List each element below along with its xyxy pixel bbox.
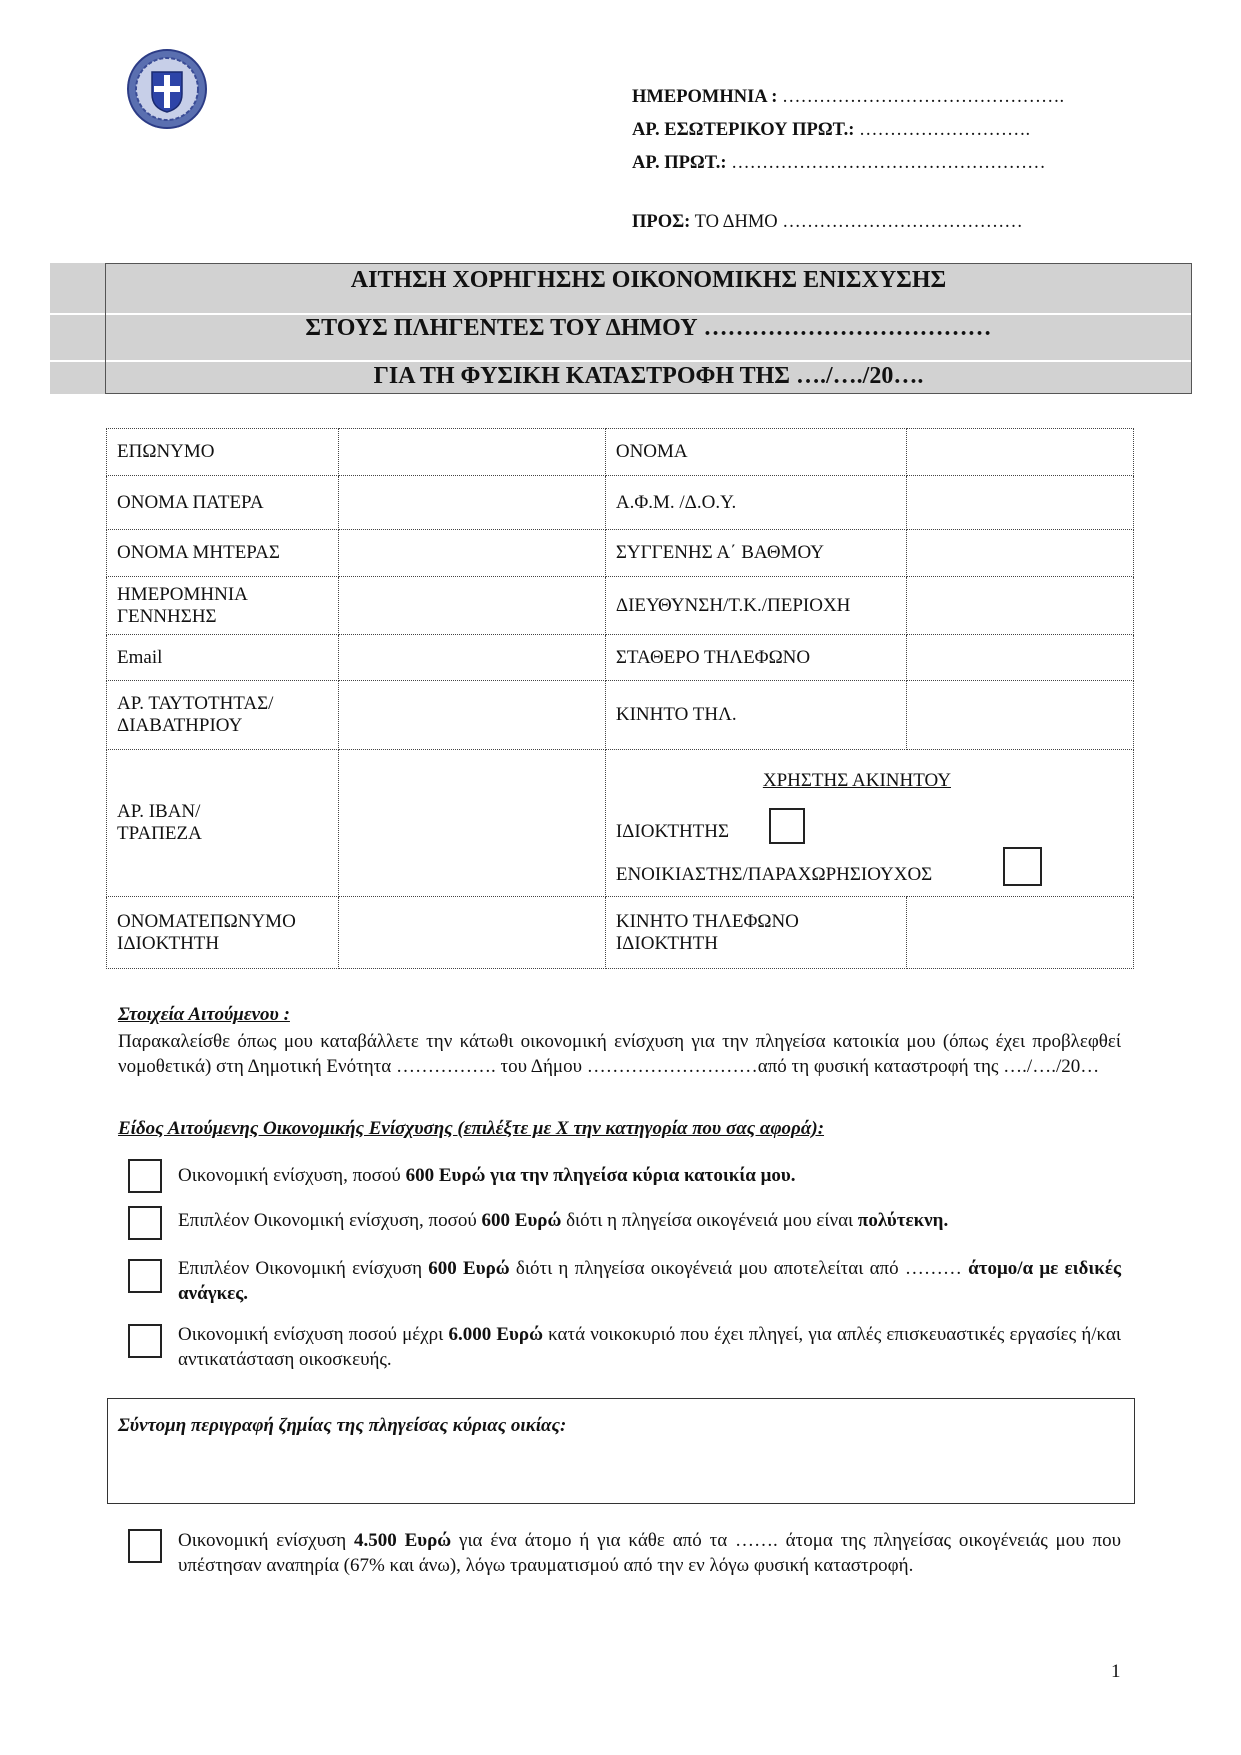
owner-mobile-field[interactable] [906,897,1133,969]
father-name-label: ΟΝΟΜΑ ΠΑΤΕΡΑ [107,476,339,530]
owner-mobile-label-line-1: ΚΙΝΗΤΟ ΤΗΛΕΦΩΝΟ [615,910,799,932]
mobile-label: ΚΙΝΗΤΟ ΤΗΛ. [605,681,906,750]
surname-field[interactable] [338,429,605,476]
date-value[interactable]: ………………………………………. [782,87,1065,107]
recipient-value[interactable]: ΤΟ ΔΗΜΟ ………………………………… [694,212,1023,232]
property-user-title: ΧΡΗΣΤΗΣ ΑΚΙΝΗΤΟΥ [762,769,951,791]
id-number-label [107,681,339,750]
id-number-field[interactable] [338,681,605,750]
table-row [107,530,1134,577]
owner-mobile-label [605,897,906,969]
mother-name-field[interactable] [338,530,605,577]
protocol-value[interactable]: …………………………………………… [731,153,1046,173]
table-row [107,577,1134,635]
title-line-2: ΣΤΟΥΣ ΠΛΗΓΕΝΤΕΣ ΤΟΥ ΔΗΜΟΥ ……………………………… [305,315,992,341]
support-type-title: Είδος Αιτούμενης Οικονομικής Ενίσχυσης (επιλέξτε με Χ την κατηγορία που σας αφορά): [118,1118,825,1139]
id-number-label-line-2: ΔΙΑΒΑΤΗΡΙΟΥ [117,715,243,736]
name-label: ΟΝΟΜΑ [605,429,906,476]
landline-label: ΣΤΑΘΕΡΟ ΤΗΛΕΦΩΝΟ [605,635,906,681]
internal-protocol-line [632,114,1064,147]
internal-protocol-label: ΑΡ. ΕΣΩΤΕΡΙΚΟΥ ΠΡΩΤ.: [632,120,855,140]
birth-date-field[interactable] [338,577,605,635]
recipient-line [632,212,1023,233]
owner-fullname-field[interactable] [338,897,605,969]
iban-field[interactable] [338,750,605,897]
address-label: ΔΙΕΥΘΥΝΣΗ/Τ.Κ./ΠΕΡΙΟΧΗ [605,577,906,635]
damage-description-title: Σύντομη περιγραφή ζημίας της πληγείσας κύριας οικίας: [118,1415,567,1436]
owner-checkbox[interactable] [769,808,805,844]
birth-date-label [107,577,339,635]
disability-option-text: Οικονομική ενίσχυση 4.500 Ευρώ για ένα άτομο ή για κάθε από τα ……. άτομα της πληγείσας οικογένειάς μου που υπέστησαν αναπηρία (67% και άνω), λόγω τραυματισμού από την εν λόγω φυσική καταστροφή. [178,1530,1121,1576]
recipient-label: ΠΡΟΣ: [632,212,691,232]
table-row [107,750,1134,897]
support-option-3-text: Επιπλέον Οικονομική ενίσχυση 600 Ευρώ διότι η πληγείσα οικογένειά μου αποτελείται από ……… άτομο/α με ειδικές ανάγκες. [178,1258,1121,1304]
surname-label: ΕΠΩΝΥΜΟ [107,429,339,476]
damage-description-box[interactable] [107,1398,1135,1504]
birth-date-label-line-2: ΓΕΝΝΗΣΗΣ [117,605,217,627]
iban-label-line-1: ΑΡ. IBAN/ [117,801,201,822]
email-label: Email [107,635,339,681]
mother-name-label: ΟΝΟΜΑ ΜΗΤΕΡΑΣ [107,530,339,577]
support-option-2-checkbox[interactable] [128,1206,162,1240]
header-info [632,81,1064,180]
applicant-section-title: Στοιχεία Αιτούμενου : [118,1004,290,1025]
name-field[interactable] [906,429,1133,476]
birth-date-label-line-1: ΗΜΕΡΟΜΗΝΙΑ [117,583,248,605]
internal-protocol-value[interactable]: ………………………. [859,120,1031,140]
relative-field[interactable] [906,530,1133,577]
support-option-4-text: Οικονομική ενίσχυση ποσού μέχρι 6.000 Ευρώ κατά νοικοκυριό που έχει πληγεί, για απλές επισκευαστικές εργασίες ή/και αντικατάσταση οικοσκευής. [178,1324,1122,1370]
page-number: 1 [1111,1661,1121,1682]
tenant-option-label: ΕΝΟΙΚΙΑΣΤΗΣ/ΠΑΡΑΧΩΡΗΣΙΟΥΧΟΣ [615,863,933,885]
table-row [107,476,1134,530]
greek-republic-seal-icon [126,48,208,130]
support-option-1-checkbox[interactable] [128,1159,162,1193]
owner-fullname-label [107,897,339,969]
title-line-3: ΓΙΑ ΤΗ ΦΥΣΙΚΗ ΚΑΤΑΣΤΡΟΦΗ ΤΗΣ …./…./20…. [373,363,924,389]
mobile-field[interactable] [906,681,1133,750]
support-option-1-text: Οικονομική ενίσχυση, ποσού 600 Ευρώ για την πληγείσα κύρια κατοικία μου. [178,1165,796,1186]
date-label: ΗΜΕΡΟΜΗΝΙΑ : [632,87,778,107]
afm-doy-field[interactable] [906,476,1133,530]
father-name-field[interactable] [338,476,605,530]
owner-option-label: ΙΔΙΟΚΤΗΤΗΣ [615,820,730,842]
tenant-checkbox[interactable] [1003,847,1042,886]
protocol-line [632,147,1064,180]
date-line [632,81,1064,114]
iban-label-line-2: ΤΡΑΠΕΖΑ [117,823,202,844]
applicant-form-table [106,428,1134,969]
landline-field[interactable] [906,635,1133,681]
id-number-label-line-1: ΑΡ. ΤΑΥΤΟΤΗΤΑΣ/ [117,693,274,714]
afm-doy-label: Α.Φ.Μ. /Δ.Ο.Υ. [605,476,906,530]
support-option-2-text: Επιπλέον Οικονομική ενίσχυση, ποσού 600 Ευρώ διότι η πληγείσα οικογένειά μου είναι πολύτεκνη. [178,1210,949,1231]
table-row [107,897,1134,969]
support-option-4-checkbox[interactable] [128,1324,162,1358]
property-user-cell [605,750,1133,897]
table-row [107,681,1134,750]
table-row [107,429,1134,476]
form-title-box [50,263,1192,394]
support-option-3-checkbox[interactable] [128,1259,162,1293]
email-field[interactable] [338,635,605,681]
owner-fullname-label-line-2: ΙΔΙΟΚΤΗΤΗ [117,932,220,954]
iban-label [107,750,339,897]
title-line-1: ΑΙΤΗΣΗ ΧΟΡΗΓΗΣΗΣ ΟΙΚΟΝΟΜΙΚΗΣ ΕΝΙΣΧΥΣΗΣ [350,267,947,293]
address-field[interactable] [906,577,1133,635]
applicant-statement: Παρακαλείσθε όπως μου καταβάλλετε την κάτωθι οικονομική ενίσχυση για την πληγείσα κατοικία μου (όπως έχει προβλεφθεί νομοθετικά) στη Δημοτική Ενότητα ……………. του Δήμου ………………………από τη φυσική καταστροφή της …./…./20… [118,1031,1121,1077]
relative-label: ΣΥΓΓΕΝΗΣ Α΄ ΒΑΘΜΟΥ [605,530,906,577]
owner-mobile-label-line-2: ΙΔΙΟΚΤΗΤΗ [615,932,718,954]
disability-option-checkbox[interactable] [128,1529,162,1563]
owner-fullname-label-line-1: ΟΝΟΜΑΤΕΠΩΝΥΜΟ [117,910,296,932]
table-row [107,635,1134,681]
protocol-label: ΑΡ. ΠΡΩΤ.: [632,153,727,173]
